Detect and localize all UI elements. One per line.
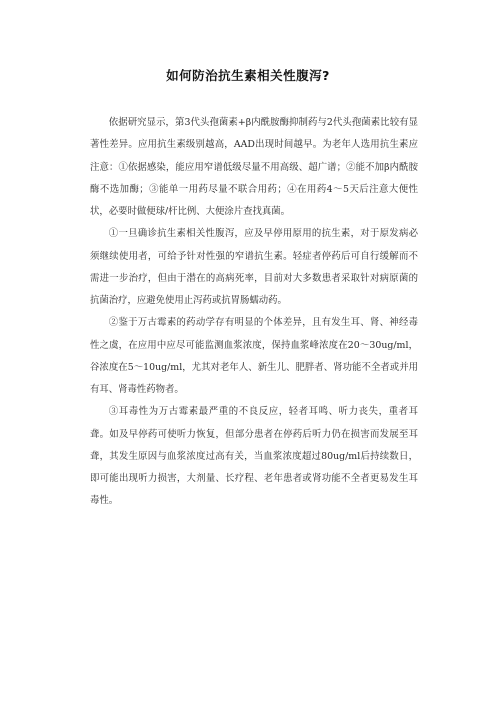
paragraph-item-2: ②鉴于万古霉素的药动学存有明显的个体差异，且有发生耳、肾、神经毒性之虞，在应用中应尽可能监测血浆浓度，保持血浆峰浓度在20～30ug/ml，谷浓度在5～10ug/ml，尤其对老年人、新生儿、肥胖者、肾功能不全者或并用有耳、肾毒性药物者。 bbox=[90, 317, 418, 395]
paragraph-intro: 依据研究显示，第3代头孢菌素+β内酰胺酶抑制药与2代头孢菌素比较有显著性差异。应用抗生素级别越高，AAD出现时间越早。为老年人选用抗生素应注意：①依据感染，能应用窄谱低级尽量不用高级、超广谱；②能不加β内酰胺酶不选加酶；③能单一用药尽量不联合用药；④在用药4～5天后注意大便性状，必要时做便球/杆比例、大便涂片查找真菌。 bbox=[90, 117, 418, 217]
paragraph-item-1: ①一旦确诊抗生素相关性腹泻，应及早停用原用的抗生素，对于原发病必须继续使用者，可给予针对性强的窄谱抗生素。轻症者停药后可自行缓解而不需进一步治疗，但由于潜在的高病死率，目前对大多数患者采取针对病原菌的抗菌治疗，应避免使用止泻药或抗胃肠蠕动药。 bbox=[90, 228, 418, 306]
paragraph-item-3: ③耳毒性为万古霉素最严重的不良反应，轻者耳鸣、听力丧失，重者耳聋。如及早停药可使听力恢复，但部分患者在停药后听力仍在损害而发展至耳聋，其发生原因与血浆浓度过高有关，当血浆浓度超过80ug/ml后持续数日，即可能出现听力损害，大剂量、长疗程、老年患者或肾功能不全者更易发生耳毒性。 bbox=[90, 406, 418, 507]
document-title: 如何防治抗生素相关性腹泻? bbox=[166, 68, 330, 83]
document-body bbox=[90, 112, 418, 513]
